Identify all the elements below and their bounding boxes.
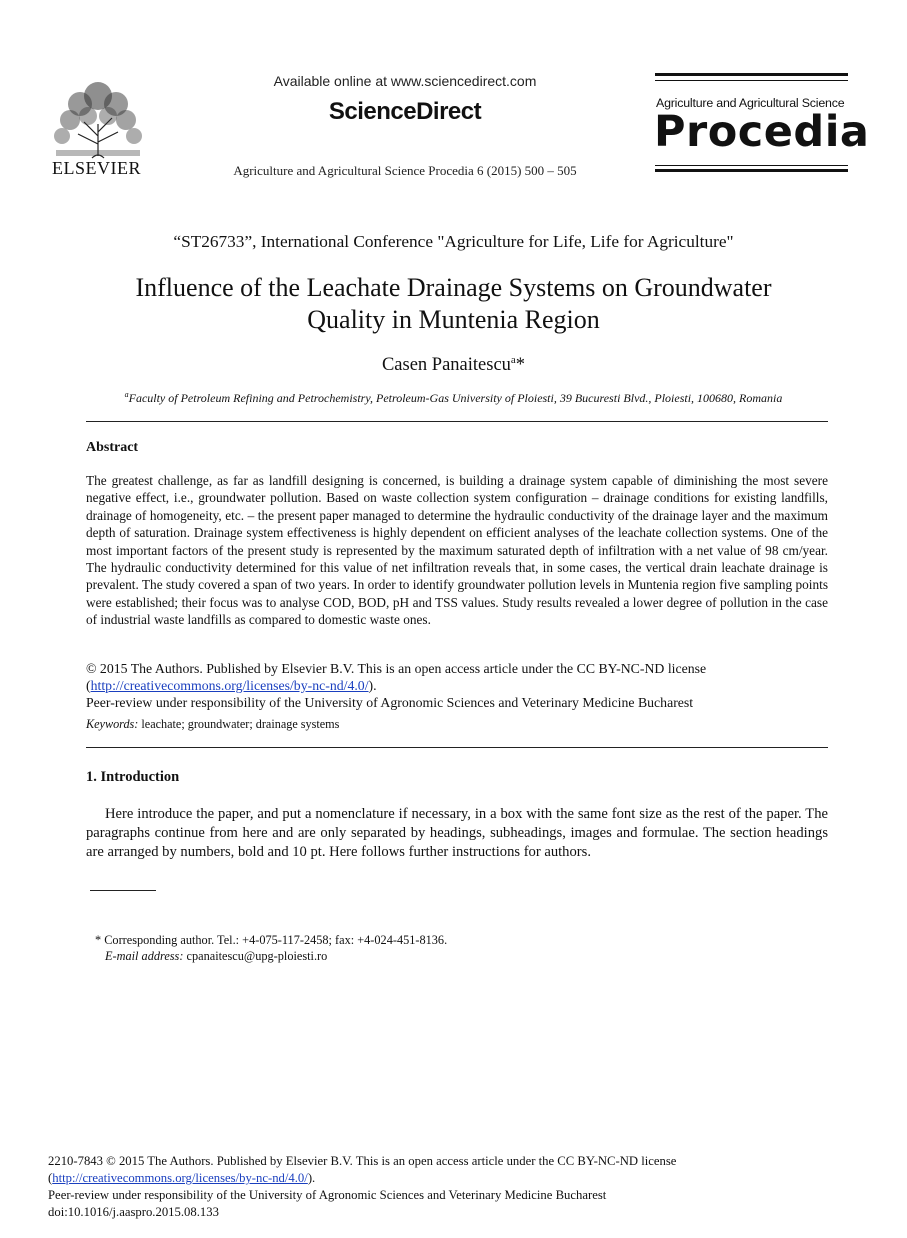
- footer-peer-review: Peer-review under responsibility of the University of Agronomic Sciences and Veterinary Medicine Bucharest: [48, 1188, 607, 1202]
- footnote-rule: [90, 890, 156, 891]
- procedia-bottom-rule-thin: [655, 165, 848, 166]
- abstract-copyright: © 2015 The Authors. Published by Elsevier B.V. This is an open access article under the CC BY-NC-ND license: [86, 661, 707, 676]
- abstract-license-line: [86, 677, 828, 694]
- footer-issn-line: 2210-7843 © 2015 The Authors. Published by Elsevier B.V. This is an open access article under the CC BY-NC-ND license: [48, 1154, 677, 1168]
- footer-doi[interactable]: doi:10.1016/j.aaspro.2015.08.133: [48, 1205, 219, 1219]
- abstract-text: The greatest challenge, as far as landfill designing is concerned, is building a drainage system capable of diminishing the most severe negative effect, i.e., groundwater pollution. Based on waste collection system configuration – drainage conditions for existing landfills, drainage of homogeneity, etc. – the present paper managed to determine the hydraulic conductivity of the drainage layer and the maximum depth of saturation. Drainage system effectiveness is highly dependent on efficient analyses of the leachate collection systems. One of the most important factors of the present study is represented by the maximum saturated depth of infiltration with a net value of 98 cm/year. The hydraulic conductivity determined for this value of net infiltration reveals that, in some cases, the vertical drain leachate drainage is prevalent. The study covered a span of two years. In order to identify groundwater pollution levels in Muntenia region five sampling points were established; their focus was to analyse COD, BOD, pH and TSS values. Study results revealed a lower degree of pollution in the case of industrial waste landfills as compared to domestic waste ones.: [86, 473, 828, 628]
- abstract-license-link[interactable]: http://creativecommons.org/licenses/by-nc-nd/4.0/: [90, 678, 369, 693]
- email-address[interactable]: cpanaitescu@upg-ploiesti.ro: [186, 949, 328, 963]
- affiliation-mark: a: [124, 390, 129, 399]
- abstract-license-paren-close: ).: [368, 678, 377, 693]
- footer-license-link[interactable]: http://creativecommons.org/licenses/by-nc-nd/4.0/: [52, 1171, 308, 1185]
- procedia-top-rule: [655, 73, 848, 76]
- sciencedirect-logo: ScienceDirect: [328, 98, 482, 125]
- author-line: [0, 354, 907, 376]
- affiliation-text: Faculty of Petroleum Refining and Petrochemistry, Petroleum-Gas University of Ploiesti, 39 Bucuresti Blvd., Ploiesti, 100680, Romania: [128, 391, 783, 405]
- abstract-bottom-rule: [86, 747, 828, 748]
- abstract-heading: Abstract: [86, 440, 139, 455]
- keywords-text: leachate; groundwater; drainage systems: [141, 717, 340, 731]
- corresponding-author-footnote: * Corresponding author. Tel.: +4-075-117-2458; fax: +4-024-451-8136.: [95, 933, 448, 947]
- procedia-bottom-rule: [655, 169, 848, 172]
- abstract-license-paren-open: (: [86, 678, 91, 693]
- introduction-heading: 1. Introduction: [86, 769, 180, 785]
- introduction-paragraph: Here introduce the paper, and put a nomenclature if necessary, in a box with the same font size as the rest of the paper. The paragraphs continue from here and are only separated by headings, subheadings, images and formulae. The section headings are arranged by numbers, bold and 10 pt. Here follows further instructions for authors.: [86, 806, 828, 860]
- paper-title-line-1: Influence of the Leachate Drainage Systems on Groundwater: [135, 273, 772, 302]
- footer-license-paren-close: ).: [307, 1171, 316, 1185]
- abstract-license-block: [86, 660, 828, 711]
- procedia-subtitle: Agriculture and Agricultural Science: [656, 96, 845, 110]
- abstract-peer-review: Peer-review under responsibility of the University of Agronomic Sciences and Veterinary Medicine Bucharest: [86, 695, 694, 710]
- footer-license-line: [48, 1170, 748, 1187]
- available-online-text: Available online at www.sciencedirect.com: [273, 73, 537, 89]
- paper-title: [100, 272, 807, 336]
- keywords-line: [86, 717, 339, 732]
- email-label: E-mail address:: [105, 949, 184, 963]
- abstract-top-rule: [86, 421, 828, 422]
- author-star: *: [515, 355, 526, 376]
- footer-license-paren-open: (: [48, 1171, 53, 1185]
- procedia-top-rule-thin: [655, 80, 848, 81]
- introduction-body: [86, 805, 828, 862]
- affiliation: [0, 390, 907, 406]
- author-affiliation-mark: a: [510, 354, 516, 366]
- paper-title-line-2: Quality in Muntenia Region: [307, 305, 600, 334]
- elsevier-logo-text: ELSEVIER: [52, 158, 141, 178]
- conference-name: “ST26733”, International Conference "Agriculture for Life, Life for Agriculture": [173, 232, 734, 251]
- page-footer: [48, 1153, 748, 1221]
- keywords-label: Keywords:: [86, 717, 139, 731]
- author-name: Casen Panaitescu: [381, 355, 511, 376]
- email-footnote: [105, 949, 327, 964]
- procedia-logo: Procedia: [654, 107, 870, 157]
- journal-citation: Agriculture and Agricultural Science Procedia 6 (2015) 500 – 505: [233, 163, 577, 178]
